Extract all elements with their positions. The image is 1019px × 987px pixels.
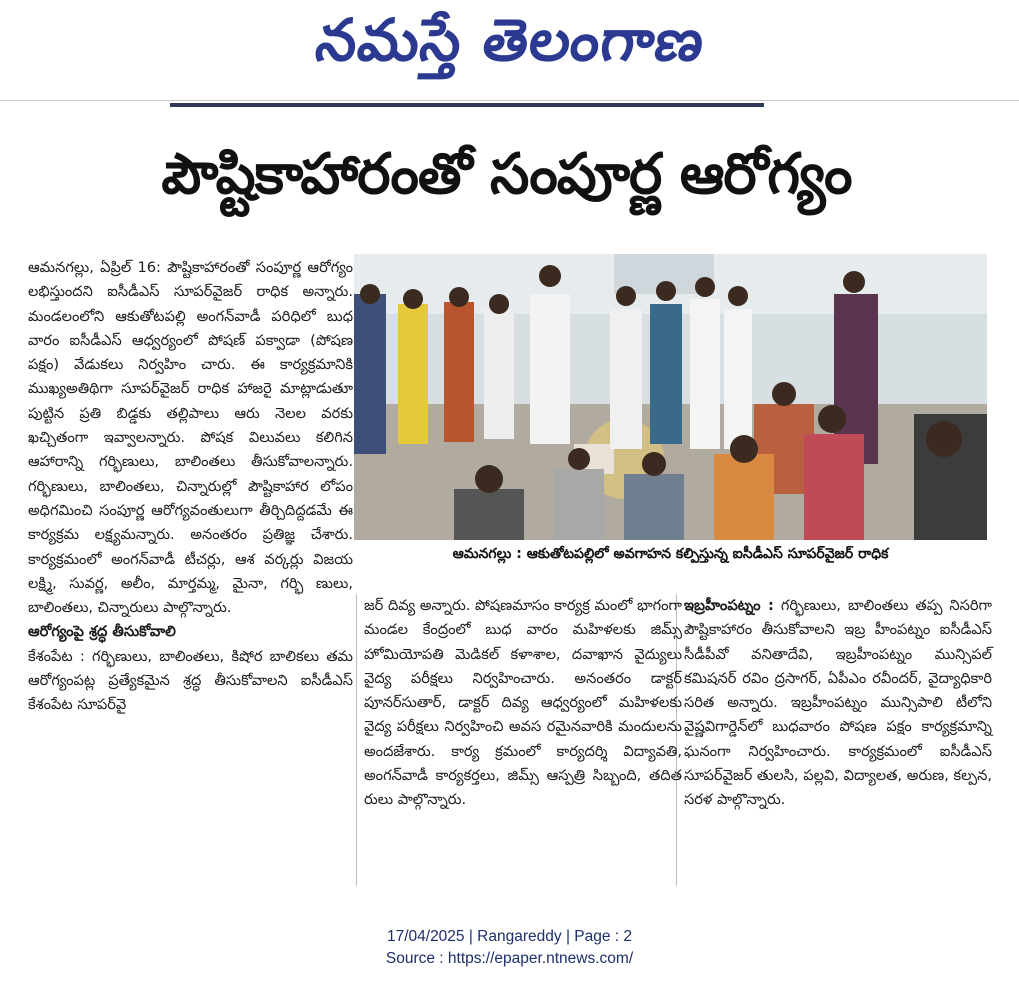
footer-edition-info: 17/04/2025 | Rangareddy | Page : 2 xyxy=(386,928,633,945)
article-headline: పౌష్టికాహారంతో సంపూర్ణ ఆరోగ్యం xyxy=(161,142,852,207)
photo-illustration xyxy=(354,254,987,540)
photo-caption: ఆమనగల్లు : ఆకుతోటపల్లిలో అవగాహన కల్పిస్తున్న ఐసీడీఎస్ సూపర్‌వైజర్ రాధిక xyxy=(452,546,889,562)
masthead-divider xyxy=(0,100,1019,101)
dateline: ఇబ్రహీంపట్నం : xyxy=(684,597,774,614)
newspaper-title: నమస్తే తెలంగాణ xyxy=(311,6,710,74)
article-paragraph xyxy=(684,594,992,813)
news-clipping xyxy=(4,122,1009,904)
article-column-3 xyxy=(684,594,992,813)
article-column-2 xyxy=(364,594,682,813)
masthead-underline xyxy=(170,103,764,107)
article-paragraph: కేశంపేట : గర్భిణులు, బాలింతలు, కిషోర బాలికలు తమ ఆరోగ్యంపట్ల ప్రత్యేకమైన శ్రద్ధ తీసుకోవాలని ఐసీడీఎస్ కేశంపేట సూపర్‌వై xyxy=(28,647,353,714)
article-photo xyxy=(354,254,987,540)
footer-source-link[interactable]: Source : https://epaper.ntnews.com/ xyxy=(385,950,634,967)
article-paragraph: జర్ దివ్య అన్నారు. పోషణమాసం కార్యక్ర మంలో భాగంగా మండల కేంద్రంలో బుధ వారం మహిళలకు జిమ్స్ హోమియోపతి మెడికల్ కళాశాల, దవాఖాన వైద్యులు వైద్య పరీక్షలు నిర్వహించారు. అనంతరం డాక్టర్ పూనర్‌సుతార్, డాక్టర్ దివ్య ఆధ్వర్యంలో మహిళలకు వైద్య పరీక్షలు నిర్వహించి అవస రమైనవారికి మందులను అందజేశారు. కార్య క్రమంలో కార్యదర్శి విద్యావతి, అంగన్‌వాడీ కార్యకర్తలు, జిమ్స్ ఆస్పత్రి సిబ్బంది, తదిత రులు పాల్గొన్నారు. xyxy=(364,597,682,809)
column-divider xyxy=(356,594,357,886)
article-subhead: ఆరోగ్యంపై శ్రద్ధ తీసుకోవాలి xyxy=(28,623,176,641)
article-paragraph: ఆమనగల్లు, ఏప్రిల్ 16: పౌష్టికాహారంతో సంపూర్ణ ఆరోగ్యం లభిస్తుందని ఐసీడీఎస్ సూపర్‌వైజర్ రాధిక అన్నారు. మండలంలోని ఆకుతోటపల్లి అంగన్‌వాడీ పరిధిలో బుధ వారం ఐసీడీఎస్ ఆధ్వర్యంలో పోషణ్ పక్వాడా (పోషణ పక్షం) వేడుకలు నిర్వహిం చారు. ఈ కార్యక్రమానికి ముఖ్యఅతిథిగా సూపర్‌వైజర్ రాధిక హాజరై మాట్లాడుతూ పుట్టిన ప్రతి బిడ్డకు తల్లిపాలు ఆరు నెలల వరకు ఖచ్చితంగా ఇవ్వాలన్నారు. పోషక విలువలు కలిగిన ఆహారాన్ని గర్భిణులు, బాలింతలు తీసుకోవాలన్నారు. గర్భిణులు, బాలింతలు, చిన్నారుల్లో పౌష్టికాహార లోపం అధిగమించి సంపూర్ణ ఆరోగ్యవంతులుగా తీర్చిదిద్దడమే ఈ కార్యక్రమ లక్ష్యమన్నారు. అనంతరం ప్రతిజ్ఞ చేశారు. కార్యక్రమంలో అంగన్‌వాడీ టీచర్లు, ఆశ వర్కర్లు విజయ లక్ష్మి, సువర్ణ, అలీం, మార్తమ్మ, మైనా, గర్భి ణులు, బాలింతలు, చిన్నారులు పాల్గొన్నారు. xyxy=(28,259,353,617)
article-body-text: గర్భిణులు, బాలింతలు తప్ప నిసరిగా పౌష్టికాహారం తీసుకోవాలని ఇబ్ర హీంపట్నం ఐసీడీఎస్ సీడీపీవో వనితాదేవి, ఇబ్రహీంపట్నం మున్సిపల్ కమిషనర్ రవిం ద్రసాగర్, ఏపీఎం రవీందర్, వైద్యాధికారి సరిత అన్నారు. ఇబ్రహీంపట్నం మున్సిపాలి టీలోని వైష్ణవిగార్డెన్‌లో బుధవారం పోషణ పక్షం కార్యక్రమాన్ని ఘనంగా నిర్వహించారు. కార్యక్రమంలో ఐసీడీఎస్ సూపర్‌వైజర్ తులసి, పల్లవి, విద్యాలత, అరుణ, కల్పన, సరళ పాల్గొన్నారు. xyxy=(684,597,992,809)
article-column-1 xyxy=(28,256,353,718)
masthead xyxy=(0,0,1019,100)
